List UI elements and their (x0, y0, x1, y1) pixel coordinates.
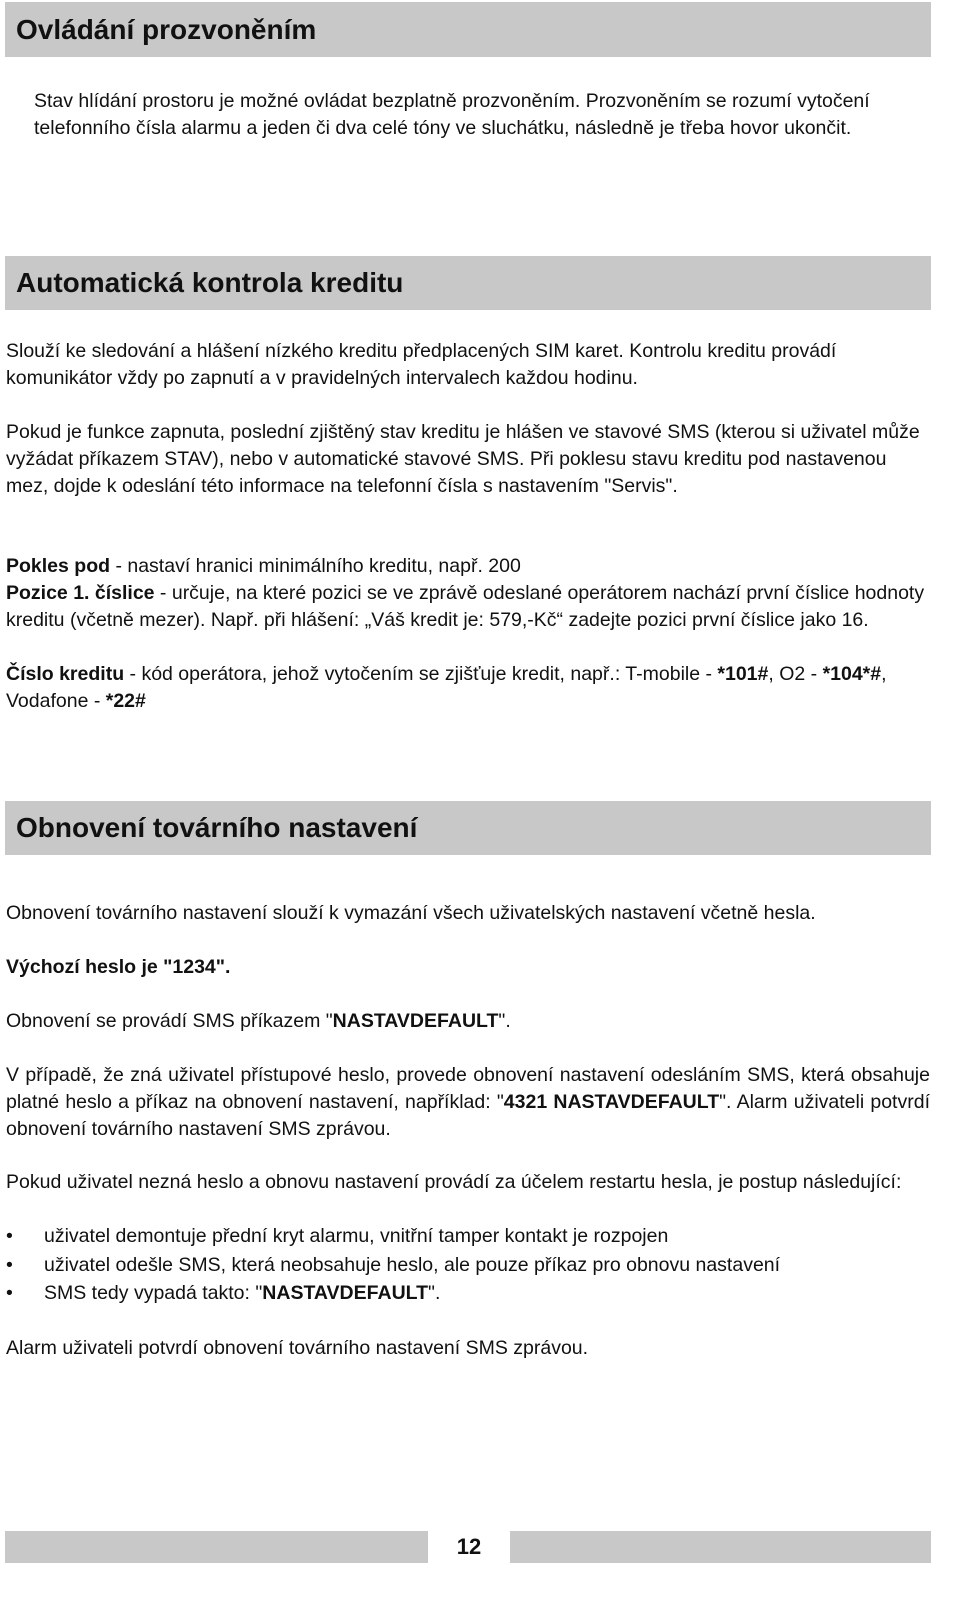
section-heading-text: Obnovení továrního nastavení (16, 812, 418, 843)
steps-list (6, 1222, 930, 1308)
term-cislo-sep2: , Vodafone - (6, 663, 887, 712)
section-heading-kredit (5, 256, 931, 310)
bullet-icon: • (6, 1225, 13, 1247)
term-pozice: Pozice 1. číslice (6, 582, 155, 604)
term-cislo-desc: - kód operátora, jehož vytočením se zjišťuje kredit, např.: T-mobile - (124, 663, 718, 685)
page-number (428, 1531, 510, 1563)
paragraph-prozvoneni: Stav hlídání prostoru je možné ovládat bezplatně prozvoněním. Prozvoněním se rozumí vytočení telefonního čísla alarmu a jeden či dva celé tóny ve sluchátku, následně je třeba hovor ukončit. (34, 90, 870, 139)
code-vodafone: *22# (105, 690, 146, 712)
paragraph-cislo (6, 661, 930, 715)
term-cislo: Číslo kreditu (6, 663, 125, 685)
code-tmobile: *101# (717, 663, 769, 685)
bullet-icon: • (6, 1253, 13, 1276)
paragraph-sms-command (6, 1008, 930, 1035)
list-item-suffix: ". (428, 1282, 441, 1304)
section-heading-text: Automatická kontrola kreditu (16, 267, 404, 298)
known-password-suffix: ". Alarm uživateli potvrdí obnovení továrního nastavení SMS zprávou. (6, 1091, 930, 1140)
known-password-text: V případě, že zná uživatel přístupové heslo, provede obnovení nastavení odesláním SMS, která obsahuje platné heslo a příkaz na obnovení nastavení, například: " (6, 1064, 930, 1113)
paragraph-kredit-intro: Slouží ke sledování a hlášení nízkého kreditu předplacených SIM karet. Kontrolu kreditu provádí komunikátor vždy po zapnutí a v pravidelných intervalech každou hodinu. (6, 340, 837, 389)
section-heading-text: Ovládání prozvoněním (16, 13, 317, 45)
sms-command-prefix: Obnovení se provádí SMS příkazem " (6, 1010, 333, 1032)
sms-command-suffix: ". (498, 1010, 511, 1032)
page-number-text: 12 (456, 1534, 482, 1559)
term-pokles-desc: - nastaví hranici minimálního kreditu, např. 200 (110, 555, 521, 577)
paragraph-known-password (6, 1062, 930, 1143)
paragraph-pozice (6, 580, 930, 634)
term-pokles: Pokles pod (6, 555, 111, 577)
paragraph-confirmation: Alarm uživateli potvrdí obnovení továrního nastavení SMS zprávou. (6, 1337, 589, 1359)
list-item-text: uživatel demontuje přední kryt alarmu, vnitřní tamper kontakt je rozpojen (44, 1225, 669, 1247)
section-heading-prozvoneni (5, 2, 931, 57)
term-pozice-desc: - určuje, na které pozici se ve zprávě odeslané operátorem nachází první číslice hodnoty kreditu (včetně mezer). Např. při hlášení: „Váš kredit je: 579,-Kč“ zadejte pozici první číslice jako 16. (6, 582, 925, 631)
command-password-nastavdefault: 4321 NASTAVDEFAULT (503, 1091, 720, 1113)
bullet-icon: • (6, 1282, 13, 1304)
section-heading-obnoveni (5, 801, 931, 855)
term-cislo-sep1: , O2 - (768, 663, 823, 685)
list-item-text: uživatel odešle SMS, která neobsahuje heslo, ale pouze příkaz pro obnovu nastavení (44, 1253, 781, 1276)
list-item (6, 1222, 930, 1251)
paragraph-unknown-password: Pokud uživatel nezná heslo a obnovu nastavení provádí za účelem restartu hesla, je postup následující: (6, 1171, 902, 1193)
list-item-text: SMS tedy vypadá takto: " (44, 1282, 263, 1304)
paragraph-obnoveni-intro: Obnovení továrního nastavení slouží k vymazání všech uživatelských nastavení včetně hesla. (6, 902, 816, 924)
paragraph-default-password: Výchozí heslo je "1234". (6, 956, 231, 978)
code-o2: *104*# (822, 663, 882, 685)
command-nastavdefault: NASTAVDEFAULT (332, 1010, 499, 1032)
list-item (6, 1279, 930, 1308)
paragraph-pokles (6, 553, 930, 580)
list-item (6, 1251, 930, 1280)
paragraph-kredit-detail: Pokud je funkce zapnuta, poslední zjištěný stav kreditu je hlášen ve stavové SMS (kterou si uživatel může vyžádat příkazem STAV), nebo v automatické stavové SMS. Při poklesu stavu kreditu pod nastavenou mez, dojde k odeslání této informace na telefonní čísla s nastavením "Servis". (6, 421, 920, 497)
command-nastavdefault: NASTAVDEFAULT (262, 1282, 429, 1304)
